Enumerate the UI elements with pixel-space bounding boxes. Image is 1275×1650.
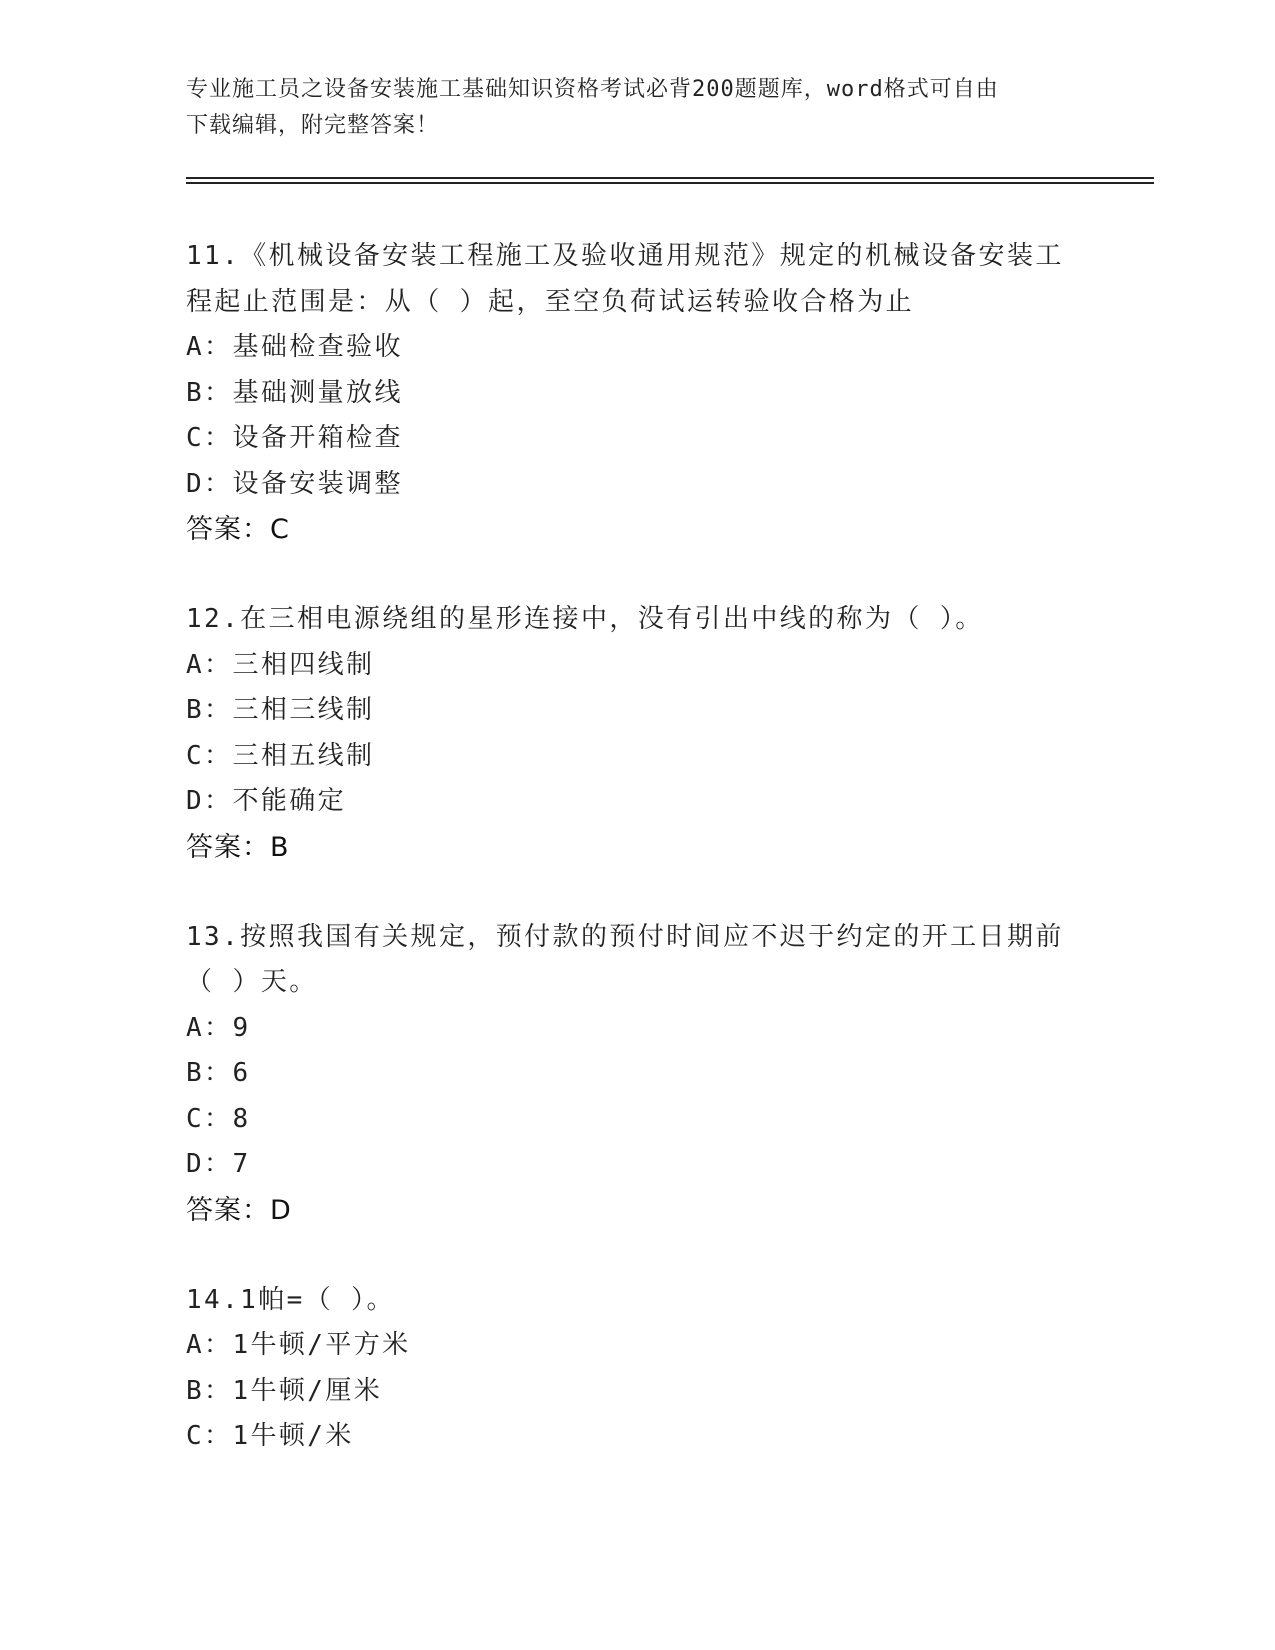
option-d: D：7 bbox=[186, 1149, 251, 1179]
header-divider-bottom bbox=[186, 182, 1154, 184]
option-c: C：设备开箱检查 bbox=[186, 423, 403, 453]
document-header bbox=[186, 72, 1066, 144]
option-b: B：三相三线制 bbox=[186, 695, 375, 725]
question-stem-line: 程起止范围是：从（ ）起，至空负荷试运转验收合格为止 bbox=[186, 286, 915, 317]
question-13 bbox=[186, 915, 1086, 1234]
answer-label: 答案：C bbox=[186, 514, 290, 545]
option-b: B：基础测量放线 bbox=[186, 377, 403, 408]
question-11 bbox=[186, 234, 1086, 553]
answer-label: 答案：B bbox=[186, 831, 290, 863]
header-line-2: 下载编辑，附完整答案！ bbox=[186, 113, 440, 138]
option-a: A：基础检查验收 bbox=[186, 332, 403, 362]
question-14 bbox=[186, 1278, 1086, 1460]
header-divider-top bbox=[186, 177, 1154, 179]
option-c: C：8 bbox=[186, 1103, 251, 1134]
question-stem-line: 14.1帕=（ ）。 bbox=[186, 1284, 395, 1315]
question-stem-line: 13.按照我国有关规定，预付款的预付时间应不迟于约定的开工日期前 bbox=[186, 921, 1064, 952]
option-a: A：三相四线制 bbox=[186, 649, 375, 680]
option-c: C：1牛顿/米 bbox=[186, 1421, 354, 1451]
option-d: D：设备安装调整 bbox=[186, 468, 403, 499]
question-stem-line: （ ）天。 bbox=[186, 967, 318, 997]
question-12 bbox=[186, 597, 1086, 871]
option-a: A：9 bbox=[186, 1012, 251, 1043]
header-line-1: 专业施工员之设备安装施工基础知识资格考试必背200题题库，word格式可自由 bbox=[186, 77, 999, 102]
option-a: A：1牛顿/平方米 bbox=[186, 1330, 411, 1360]
option-b: B：1牛顿/厘米 bbox=[186, 1375, 383, 1406]
option-c: C：三相五线制 bbox=[186, 740, 375, 771]
answer-label: 答案：D bbox=[186, 1194, 292, 1226]
question-list bbox=[186, 234, 1086, 1504]
option-b: B：6 bbox=[186, 1058, 251, 1088]
question-stem-line: 11.《机械设备安装工程施工及验收通用规范》规定的机械设备安装工 bbox=[186, 241, 1064, 271]
question-stem-line: 12.在三相电源绕组的星形连接中，没有引出中线的称为（ ）。 bbox=[186, 604, 984, 634]
option-d: D：不能确定 bbox=[186, 786, 347, 816]
